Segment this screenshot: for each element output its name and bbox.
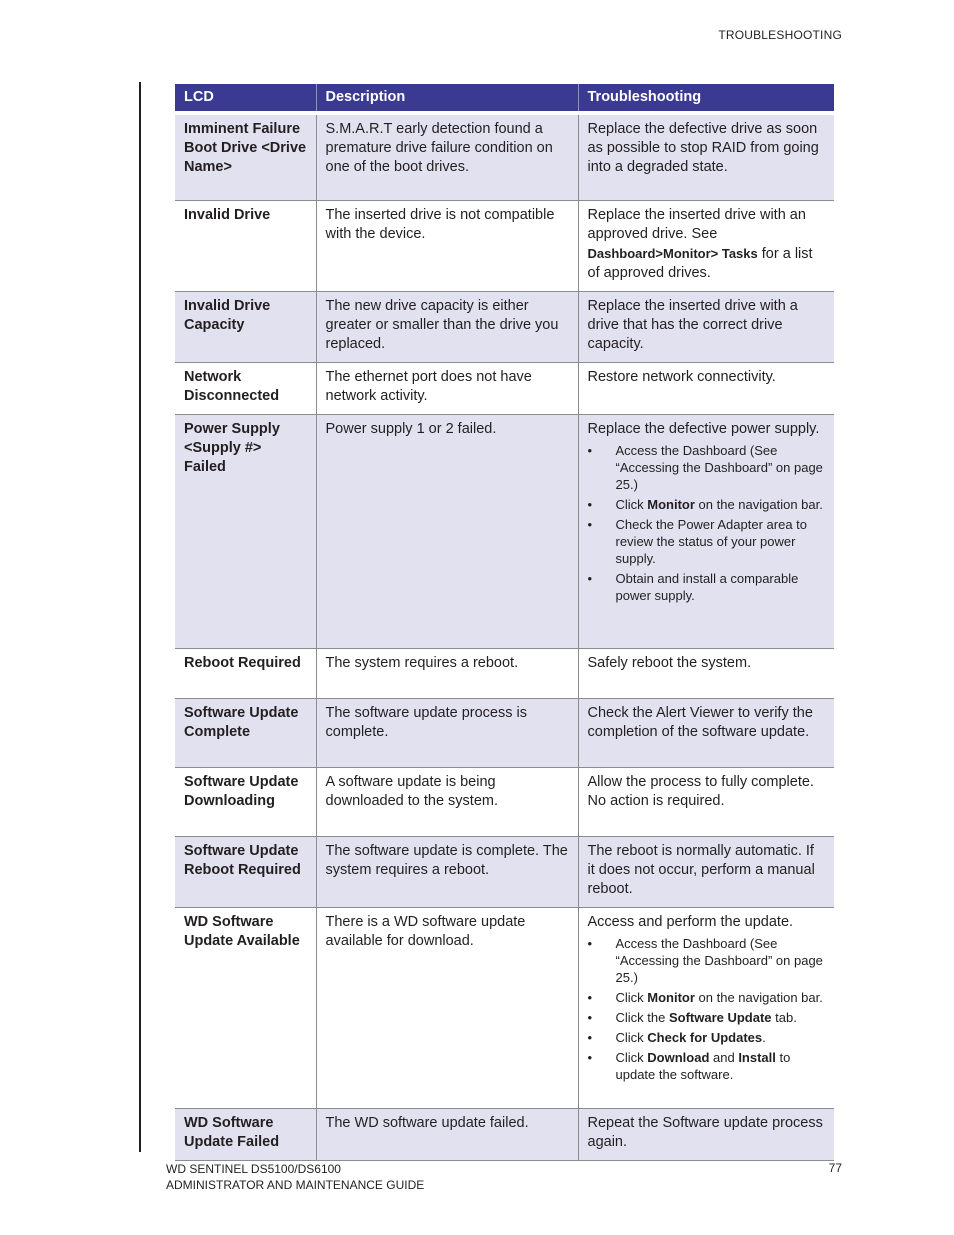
description-cell: There is a WD software update available for download. xyxy=(316,907,578,1108)
troubleshooting-cell xyxy=(578,907,834,1108)
list-item xyxy=(588,516,826,567)
list-item xyxy=(588,1049,826,1083)
step-text: Click xyxy=(615,496,648,512)
bullet: • xyxy=(587,989,593,1005)
lcd-cell: Invalid Drive Capacity xyxy=(175,291,316,362)
bullet: • xyxy=(587,935,593,951)
step-text: on the navigation bar. xyxy=(694,496,823,512)
column-header-description: Description xyxy=(316,84,578,113)
table-row xyxy=(175,1108,834,1160)
troubleshooting-cell xyxy=(578,414,834,648)
description-cell: The new drive capacity is either greater or smaller than the drive you replaced. xyxy=(316,291,578,362)
table-row xyxy=(175,767,834,836)
description-cell: The inserted drive is not compatible with the device. xyxy=(316,200,578,291)
list-item xyxy=(588,442,826,493)
section-header: TROUBLESHOOTING xyxy=(718,28,842,42)
lcd-cell: WD Software Update Failed xyxy=(175,1108,316,1160)
step-bold: Check for Updates xyxy=(647,1029,763,1045)
table-header-row xyxy=(175,84,834,113)
bullet: • xyxy=(587,442,593,458)
lcd-messages-table-wrap xyxy=(175,84,834,1161)
table-row xyxy=(175,907,834,1108)
list-item xyxy=(588,496,826,513)
troubleshooting-cell: Restore network connectivity. xyxy=(578,362,834,414)
lcd-messages-table xyxy=(175,84,834,1161)
bullet: • xyxy=(587,1049,593,1065)
description-cell: The ethernet port does not have network activity. xyxy=(316,362,578,414)
troubleshooting-cell: Replace the inserted drive with a drive that has the correct drive capacity. xyxy=(578,291,834,362)
description-cell: The software update process is complete. xyxy=(316,698,578,767)
table-row xyxy=(175,200,834,291)
bullet: • xyxy=(587,516,593,532)
step-text: tab. xyxy=(771,1009,797,1025)
troubleshooting-text: Replace the defective power supply. xyxy=(587,420,820,437)
troubleshooting-cell: Repeat the Software update process again. xyxy=(578,1108,834,1160)
bullet: • xyxy=(587,570,593,586)
step-text: and xyxy=(709,1049,739,1065)
steps-list xyxy=(588,442,826,604)
table-row xyxy=(175,113,834,200)
lcd-cell: Invalid Drive xyxy=(175,200,316,291)
step-text: Obtain and install a comparable power supply. xyxy=(615,570,799,603)
step-text: Check the Power Adapter area to review the status of your power supply. xyxy=(615,516,808,566)
bullet: • xyxy=(587,496,593,512)
footer-product xyxy=(166,1161,424,1193)
table-row xyxy=(175,291,834,362)
lcd-cell: Software Update Reboot Required xyxy=(175,836,316,907)
step-text: . xyxy=(762,1029,766,1045)
description-cell: Power supply 1 or 2 failed. xyxy=(316,414,578,648)
list-item xyxy=(588,1009,826,1026)
bullet: • xyxy=(587,1009,593,1025)
lcd-cell: Imminent Failure Boot Drive <Drive Name> xyxy=(175,113,316,200)
step-text: Access the Dashboard (See “Accessing the Dashboard” on page 25.) xyxy=(615,442,823,492)
step-bold: Software Update xyxy=(668,1009,772,1025)
column-header-troubleshooting: Troubleshooting xyxy=(578,84,834,113)
step-text: Access the Dashboard (See “Accessing the Dashboard” on page 25.) xyxy=(615,935,823,985)
lcd-cell: Power Supply <Supply #> Failed xyxy=(175,414,316,648)
list-item xyxy=(588,935,826,986)
lcd-cell: Network Disconnected xyxy=(175,362,316,414)
description-cell: The system requires a reboot. xyxy=(316,648,578,698)
steps-list xyxy=(588,935,826,1083)
description-cell: S.M.A.R.T early detection found a premature drive failure condition on one of the boot drives. xyxy=(316,113,578,200)
lcd-cell: Software Update Complete xyxy=(175,698,316,767)
dashboard-path-reference: Dashboard>Monitor> Tasks xyxy=(587,245,758,261)
step-bold: Download xyxy=(647,1049,710,1065)
step-text: Click xyxy=(615,989,648,1005)
description-cell: The software update is complete. The system requires a reboot. xyxy=(316,836,578,907)
troubleshooting-cell xyxy=(578,200,834,291)
step-text: on the navigation bar. xyxy=(694,989,823,1005)
step-bold: Install xyxy=(738,1049,776,1065)
step-text: Click xyxy=(615,1029,648,1045)
column-header-lcd: LCD xyxy=(175,84,316,113)
list-item xyxy=(588,570,826,604)
lcd-cell: WD Software Update Available xyxy=(175,907,316,1108)
footer-line-2: ADMINISTRATOR AND MAINTENANCE GUIDE xyxy=(166,1178,425,1192)
description-cell: The WD software update failed. xyxy=(316,1108,578,1160)
table-row xyxy=(175,698,834,767)
lcd-cell: Reboot Required xyxy=(175,648,316,698)
step-text: Click the xyxy=(615,1009,669,1025)
description-cell: A software update is being downloaded to the system. xyxy=(316,767,578,836)
list-item xyxy=(588,989,826,1006)
table-row xyxy=(175,836,834,907)
troubleshooting-text: Replace the inserted drive with an approved drive. See xyxy=(587,206,806,242)
footer-line-1: WD SENTINEL DS5100/DS6100 xyxy=(166,1162,341,1176)
troubleshooting-cell: The reboot is normally automatic. If it does not occur, perform a manual reboot. xyxy=(578,836,834,907)
page-number: 77 xyxy=(828,1161,842,1175)
step-bold: Monitor xyxy=(647,989,695,1005)
troubleshooting-text: for a list of approved drives. xyxy=(587,245,813,281)
troubleshooting-cell: Replace the defective drive as soon as possible to stop RAID from going into a degraded state. xyxy=(578,113,834,200)
step-text: Click xyxy=(615,1049,648,1065)
step-bold: Monitor xyxy=(647,496,695,512)
troubleshooting-cell: Safely reboot the system. xyxy=(578,648,834,698)
table-row xyxy=(175,648,834,698)
margin-rule xyxy=(139,82,141,1152)
table-row xyxy=(175,362,834,414)
list-item xyxy=(588,1029,826,1046)
table-row xyxy=(175,414,834,648)
troubleshooting-cell: Allow the process to fully complete. No action is required. xyxy=(578,767,834,836)
step-text: to update the software. xyxy=(615,1049,791,1082)
lcd-cell: Software Update Downloading xyxy=(175,767,316,836)
troubleshooting-text: Access and perform the update. xyxy=(587,913,794,930)
troubleshooting-cell: Check the Alert Viewer to verify the completion of the software update. xyxy=(578,698,834,767)
bullet: • xyxy=(587,1029,593,1045)
